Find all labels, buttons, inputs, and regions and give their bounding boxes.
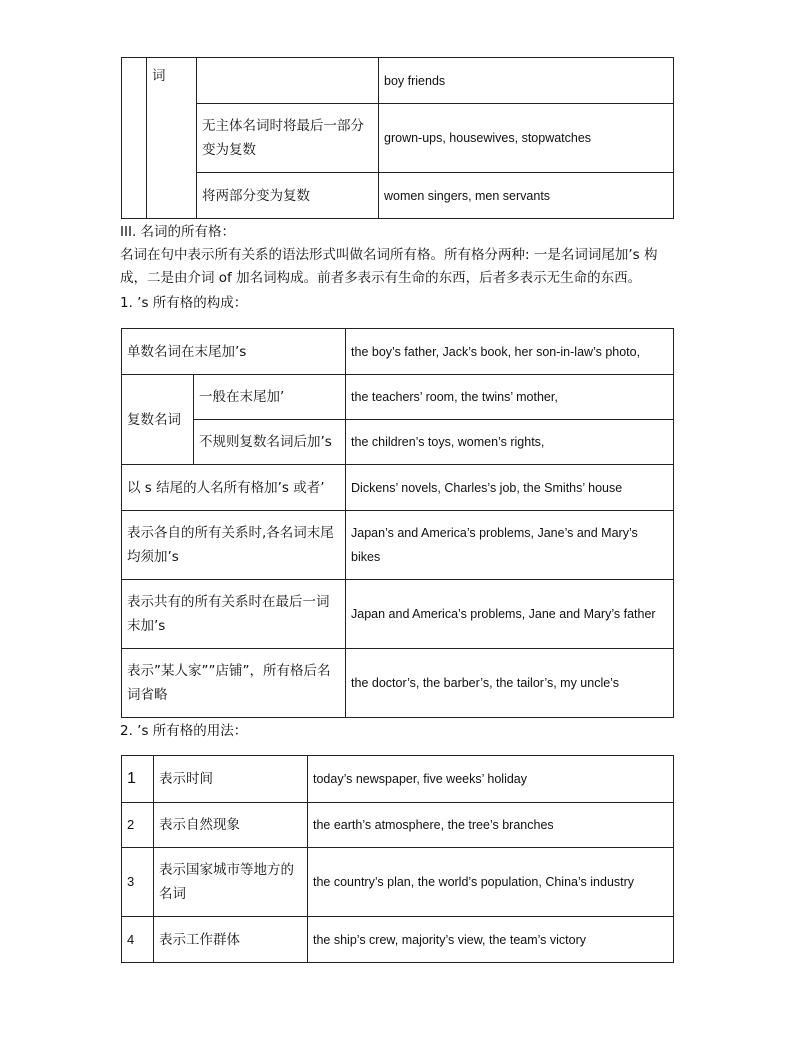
- subsection-heading-usage: 2. ’s 所有格的用法：: [120, 723, 248, 739]
- table-row: [122, 917, 674, 963]
- table-cell-example: the doctor’s, the barber’s, the tailor’s, my uncle’s: [346, 649, 674, 718]
- table-cell-usage: 表示国家城市等地方的名词: [154, 848, 308, 917]
- table-row: [122, 58, 674, 104]
- table-cell-label: 词: [147, 58, 197, 219]
- table-cell-example: Dickens’ novels, Charles’s job, the Smiths’ house: [346, 465, 674, 511]
- table-cell-usage: 表示工作群体: [154, 917, 308, 963]
- section-intro-paragraph: 名词在句中表示所有关系的语法形式叫做名词所有格。所有格分两种: 一是名词词尾加’s 构成，二是由介词 of 加名词构成。前者多表示有生命的东西，后者多表示无生命的东西。: [120, 247, 658, 286]
- table-row: [122, 465, 674, 511]
- table-row: [122, 329, 674, 375]
- table-row: [122, 375, 674, 420]
- table-cell-example: today’s newspaper, five weeks’ holiday: [308, 756, 674, 803]
- table-cell-usage: 表示自然现象: [154, 803, 308, 848]
- table-compound-plurals: [121, 57, 674, 219]
- table-row: [122, 173, 674, 219]
- table-cell-number: 2: [122, 803, 154, 848]
- table-cell-rule: 单数名词在末尾加’s: [122, 329, 346, 375]
- table-row: [122, 756, 674, 803]
- table-cell-rule: 表示共有的所有关系时在最后一词末加’s: [122, 580, 346, 649]
- table-cell-rule: 不规则复数名词后加’s: [194, 420, 346, 465]
- table-cell-example: boy friends: [379, 58, 674, 104]
- section-heading: III. 名词的所有格：: [120, 224, 236, 240]
- table-cell-rule: [197, 58, 379, 104]
- table-cell-example: Japan and America’s problems, Jane and Mary’s father: [346, 580, 674, 649]
- table-row: [122, 104, 674, 173]
- table-row: [122, 803, 674, 848]
- table-cell-example: the boy’s father, Jack’s book, her son-in-law’s photo,: [346, 329, 674, 375]
- table-cell-rule: 表示各自的所有关系时,各名词末尾均须加’s: [122, 511, 346, 580]
- table-cell-example: the children’s toys, women’s rights,: [346, 420, 674, 465]
- table-cell-rule: 以 s 结尾的人名所有格加’s 或者’: [122, 465, 346, 511]
- table-cell-rule: 一般在末尾加’: [194, 375, 346, 420]
- table-cell-usage: 表示时间: [154, 756, 308, 803]
- table-cell-example: the earth’s atmosphere, the tree’s branches: [308, 803, 674, 848]
- table-cell-number: 4: [122, 917, 154, 963]
- table-cell-group: 复数名词: [122, 375, 194, 465]
- table-cell-example: the country’s plan, the world’s population, China’s industry: [308, 848, 674, 917]
- table-cell-example: Japan’s and America’s problems, Jane’s and Mary’s bikes: [346, 511, 674, 580]
- table-cell-rule: 将两部分变为复数: [197, 173, 379, 219]
- table-cell-example: women singers, men servants: [379, 173, 674, 219]
- table-cell-example: the ship’s crew, majority’s view, the team’s victory: [308, 917, 674, 963]
- table-possessive-formation: [121, 328, 674, 718]
- table-row: [122, 649, 674, 718]
- table-cell-empty: [122, 58, 147, 219]
- table-cell-example: grown-ups, housewives, stopwatches: [379, 104, 674, 173]
- subsection-heading-formation: 1. ’s 所有格的构成：: [120, 295, 248, 311]
- table-cell-rule: 表示”某人家””店铺”，所有格后名词省略: [122, 649, 346, 718]
- table-cell-example: the teachers’ room, the twins’ mother,: [346, 375, 674, 420]
- table-cell-rule: 无主体名词时将最后一部分变为复数: [197, 104, 379, 173]
- table-row: [122, 420, 674, 465]
- table-cell-number: 3: [122, 848, 154, 917]
- table-row: [122, 848, 674, 917]
- table-possessive-usage: [121, 755, 674, 963]
- table-row: [122, 511, 674, 580]
- table-cell-number: 1: [122, 756, 154, 803]
- table-row: [122, 580, 674, 649]
